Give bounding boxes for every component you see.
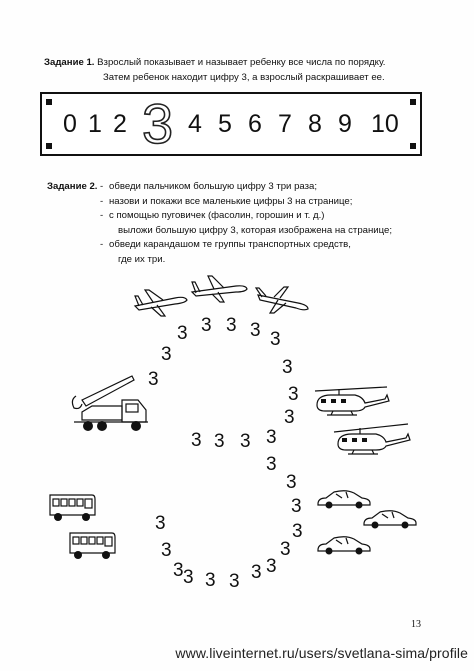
small-three-6: 3 [270, 329, 281, 350]
bus-icon [48, 491, 96, 523]
small-three-7: 3 [148, 369, 159, 390]
strip-number-10: 10 [371, 110, 399, 138]
small-three-2: 3 [201, 315, 212, 336]
task-2-item-2: назови и покажи все маленькие цифры 3 на странице; [109, 195, 353, 207]
task-2-label: Задание 2. [47, 181, 98, 192]
helicopter-icon [330, 418, 412, 458]
strip-hole [410, 143, 416, 149]
car-icon [362, 508, 418, 530]
small-three-13: 3 [214, 431, 225, 452]
small-three-1: 3 [177, 323, 188, 344]
task-2: Задание 2. - обведи пальчиком большую цифру 3 три раза; - назови и покажи все маленькие цифры 3 на странице; - с помощью пуговичек (фасолин, горошин и т. д.) выложи большую цифру 3, которая изображена на странице; - обведи карандашом те группы транспортных средств, где их три. [47, 180, 447, 267]
small-three-8: 3 [282, 357, 293, 378]
number-strip [40, 92, 422, 156]
task-1 [44, 56, 444, 85]
strip-hole [46, 143, 52, 149]
bus-icon [68, 529, 116, 561]
page-number: 13 [411, 619, 421, 630]
strip-number-4: 4 [188, 110, 202, 138]
car-icon [316, 488, 372, 510]
strip-number-1: 1 [88, 110, 102, 138]
small-three-27: 3 [251, 562, 262, 583]
small-three-10: 3 [284, 407, 295, 428]
crane-truck-icon [62, 374, 154, 434]
strip-number-2: 2 [113, 110, 127, 138]
airplane-icon [190, 272, 250, 304]
task-1-line-2: Затем ребенок находит цифру 3, а взрослый раскрашивает ее. [103, 71, 385, 83]
small-three-24: 3 [183, 567, 194, 588]
helicopter-icon [309, 379, 391, 419]
task-2-item-1: обведи пальчиком большую цифру 3 три раза; [109, 181, 318, 192]
task-2-item-4-cont: где их три. [118, 253, 166, 265]
task-1-line-1: Взрослый показывает и называет ребенку все числа по порядку. [97, 57, 386, 68]
small-three-20: 3 [161, 540, 172, 561]
airplane-icon [131, 288, 191, 320]
small-three-19: 3 [155, 513, 166, 534]
small-three-23: 3 [266, 556, 277, 577]
strip-number-6: 6 [248, 110, 262, 138]
small-three-12: 3 [191, 430, 202, 451]
small-three-9: 3 [288, 384, 299, 405]
car-icon [316, 534, 372, 556]
strip-number-0: 0 [63, 110, 77, 138]
small-three-18: 3 [292, 521, 303, 542]
small-three-21: 3 [173, 560, 184, 581]
strip-hole [410, 99, 416, 105]
small-three-14: 3 [240, 431, 251, 452]
airplane-icon [254, 285, 314, 317]
strip-number-3-outline: 3 [142, 92, 174, 155]
small-three-3: 3 [226, 315, 237, 336]
strip-number-8: 8 [308, 110, 322, 138]
strip-number-7: 7 [278, 110, 292, 138]
small-three-25: 3 [205, 570, 216, 591]
small-three-16: 3 [286, 472, 297, 493]
task-1-label: Задание 1. [44, 57, 95, 68]
strip-number-5: 5 [218, 110, 232, 138]
small-three-5: 3 [161, 344, 172, 365]
small-three-22: 3 [280, 539, 291, 560]
task-2-item-3: с помощью пуговичек (фасолин, горошин и т. д.) [109, 210, 325, 221]
small-three-17: 3 [291, 496, 302, 517]
small-three-11: 3 [266, 427, 277, 448]
watermark-url: www.liveinternet.ru/users/svetlana-sima/profile [175, 645, 468, 661]
task-2-item-3-cont: выложи большую цифру 3, которая изображена на странице; [118, 224, 393, 236]
strip-hole [46, 99, 52, 105]
small-three-4: 3 [250, 320, 261, 341]
strip-number-9: 9 [338, 110, 352, 138]
small-three-15: 3 [266, 454, 277, 475]
task-2-item-4: обведи карандашом те группы транспортных средств, [109, 239, 351, 250]
small-three-26: 3 [229, 571, 240, 592]
